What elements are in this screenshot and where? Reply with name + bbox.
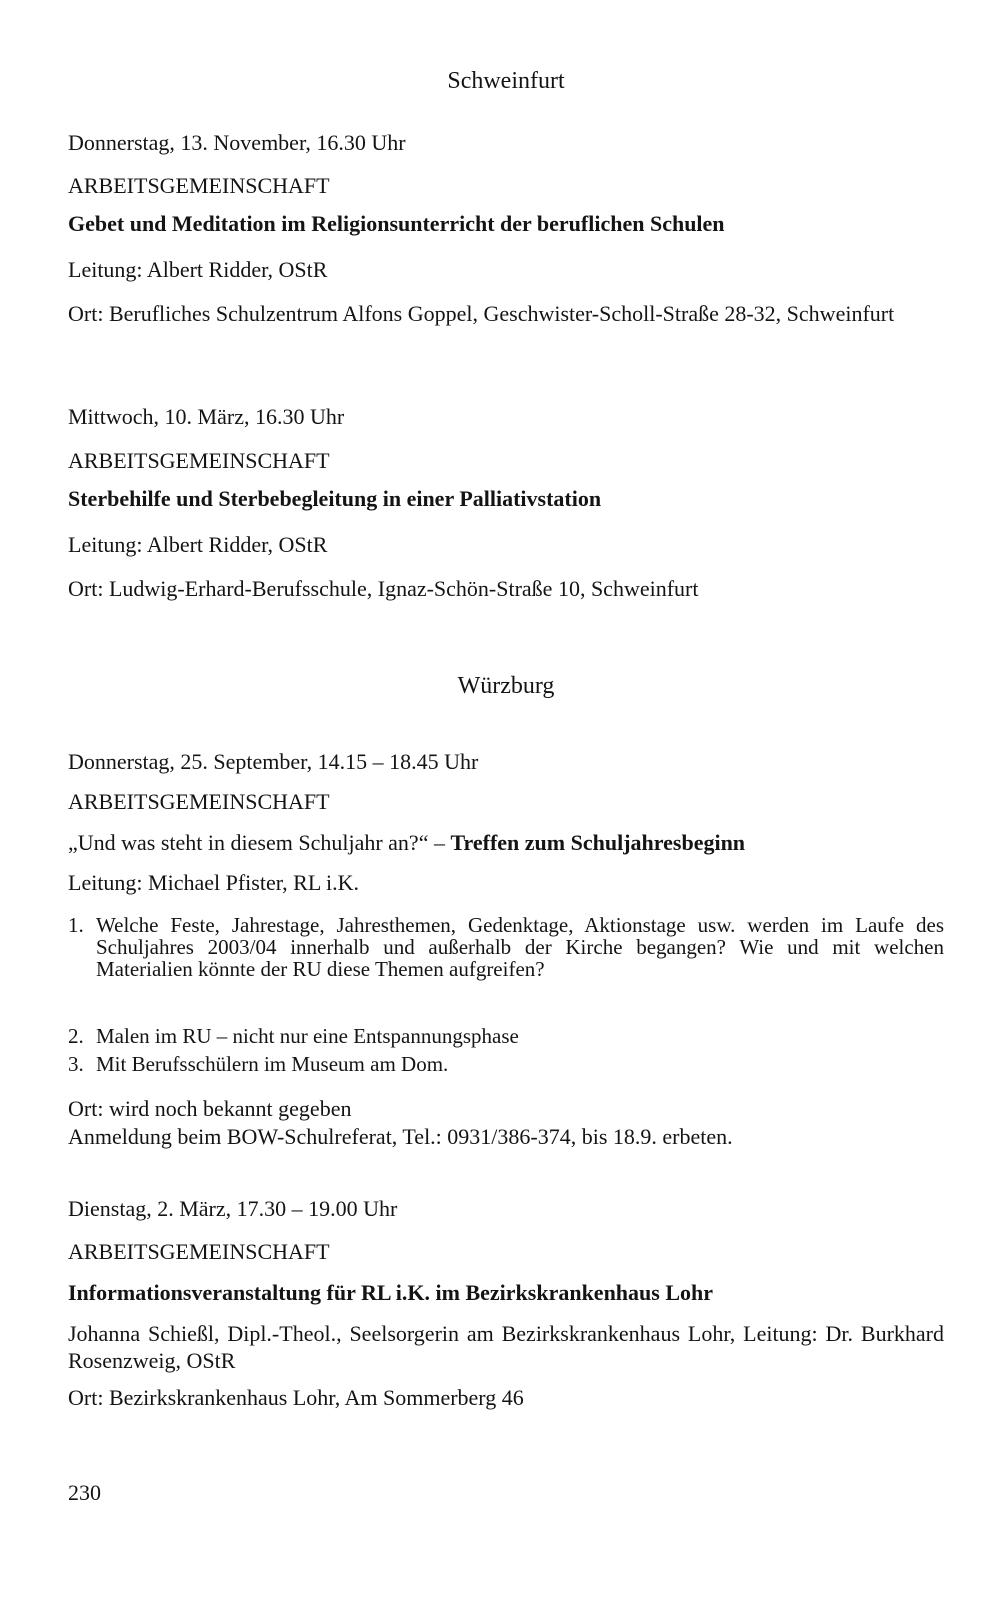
city-heading-wuerzburg: Würzburg [457, 673, 555, 699]
event-date: Mittwoch, 10. März, 16.30 Uhr [68, 404, 345, 429]
event-anmeldung: Anmeldung beim BOW-Schulreferat, Tel.: 0931/386-374, bis 18.9. erbeten. [68, 1124, 733, 1149]
event-date: Donnerstag, 13. November, 16.30 Uhr [68, 130, 406, 155]
event-title-dash: – [428, 830, 451, 855]
list-item [68, 1025, 944, 1047]
list-item-number: 2. [68, 1024, 84, 1048]
list-item-number: 3. [68, 1052, 84, 1076]
event-leitung: Leitung: Albert Ridder, OStR [68, 257, 328, 282]
event-ort: Ort: Ludwig-Erhard-Berufsschule, Ignaz-Schön-Straße 10, Schweinfurt [68, 576, 699, 601]
page-number: 230 [68, 1480, 101, 1505]
list-item-text: Mit Berufsschülern im Museum am Dom. [96, 1052, 449, 1076]
event-type: ARBEITSGEMEINSCHAFT [68, 789, 330, 814]
list-item-text: Malen im RU – nicht nur eine Entspannungsphase [96, 1024, 519, 1048]
city-heading-schweinfurt: Schweinfurt [447, 68, 565, 94]
event-title: Gebet und Meditation im Religionsunterricht der beruflichen Schulen [68, 211, 725, 236]
event-ort: Ort: Bezirkskrankenhaus Lohr, Am Sommerberg 46 [68, 1385, 524, 1410]
event-leitung: Leitung: Michael Pfister, RL i.K. [68, 870, 359, 895]
event-title [68, 830, 745, 856]
event-ort: Ort: Berufliches Schulzentrum Alfons Goppel, Geschwister-Scholl-Straße 28-32, Schweinfurt [68, 301, 895, 326]
event-ort: Ort: wird noch bekannt gegeben [68, 1096, 352, 1121]
event-title-quote: „Und was steht in diesem Schuljahr an?“ [68, 830, 429, 855]
event-type: ARBEITSGEMEINSCHAFT [68, 448, 330, 473]
list-item [68, 914, 944, 980]
list-item-number: 1. [68, 913, 84, 937]
event-leitung: Leitung: Albert Ridder, OStR [68, 532, 328, 557]
event-title-bold: Treffen zum Schuljahresbeginn [450, 830, 746, 855]
event-title: Sterbehilfe und Sterbebegleitung in einer Palliativstation [68, 486, 602, 511]
list-item [68, 1053, 944, 1075]
event-type: ARBEITSGEMEINSCHAFT [68, 1239, 330, 1264]
event-title: Informationsveranstaltung für RL i.K. im Bezirkskrankenhaus Lohr [68, 1280, 714, 1305]
event-type: ARBEITSGEMEINSCHAFT [68, 173, 330, 198]
event-leitung: Johanna Schießl, Dipl.-Theol., Seelsorgerin am Bezirkskrankenhaus Lohr, Leitung: Dr. Burkhard Rosenzweig, OStR [68, 1321, 944, 1373]
event-date: Donnerstag, 25. September, 14.15 – 18.45 Uhr [68, 749, 479, 774]
list-item-text: Welche Feste, Jahrestage, Jahresthemen, Gedenktage, Aktionstage usw. werden im Laufe des Schuljahres 2003/04 innerhalb und außerhalb der Kirche begangen? Wie und mit welchen Materialien könnte der RU diese Themen aufgreifen? [96, 913, 944, 981]
event-date: Dienstag, 2. März, 17.30 – 19.00 Uhr [68, 1196, 398, 1221]
